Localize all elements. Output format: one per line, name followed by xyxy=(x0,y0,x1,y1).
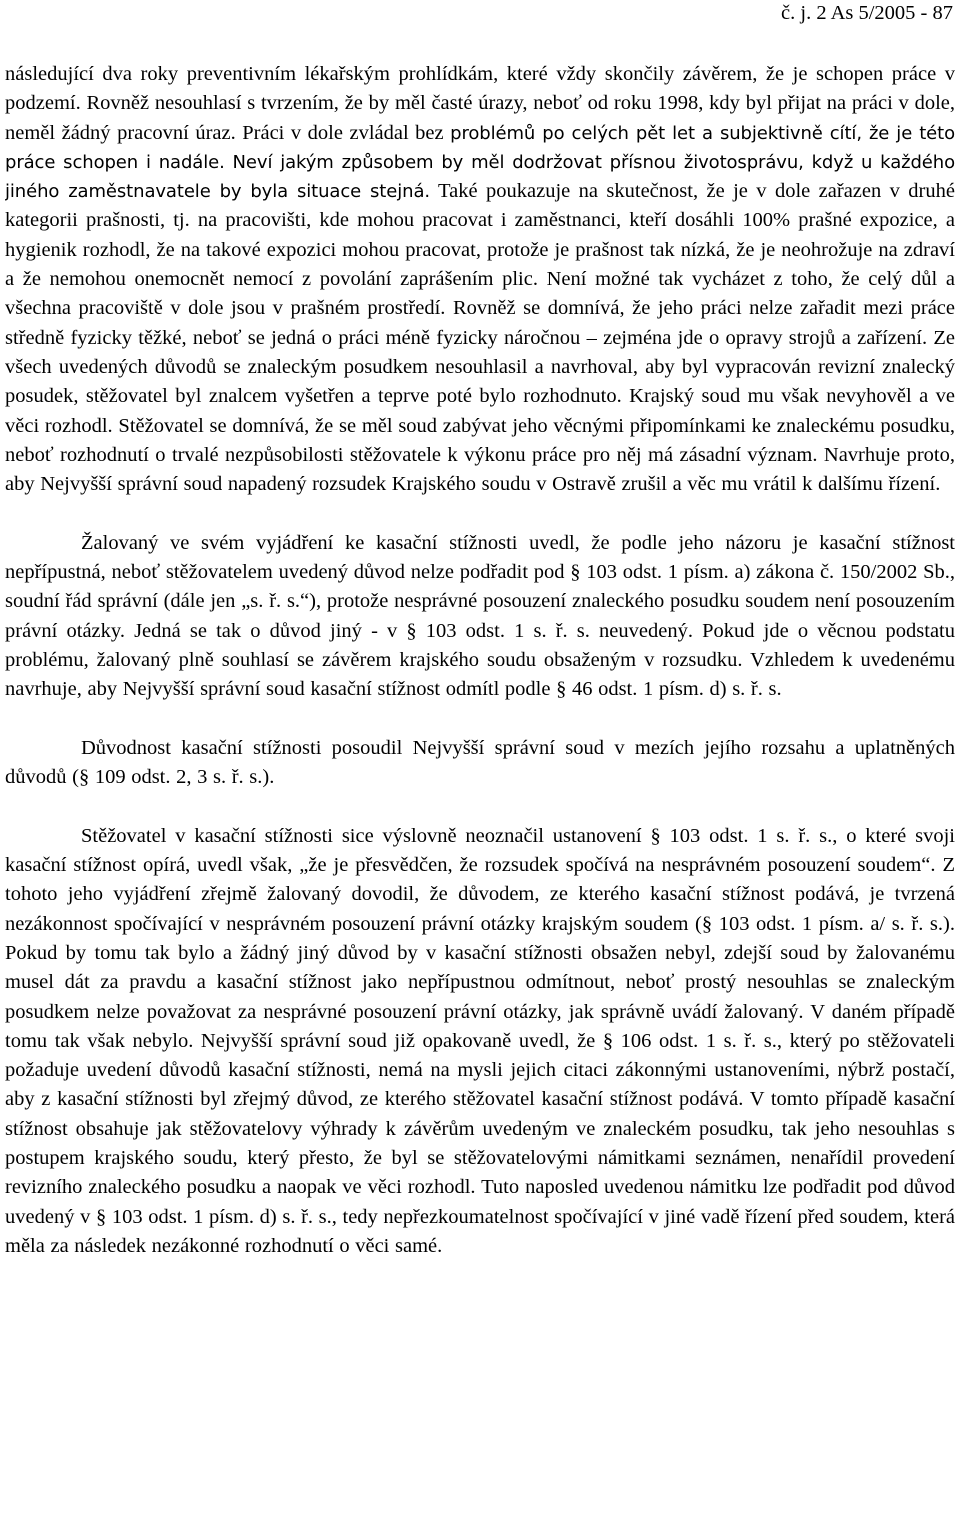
paragraph-court-review xyxy=(5,734,955,793)
text-segment-sans: problémů po celých pět let a subjektivně cítí, že je této práce schopen i nadále. Neví jakým způsobem by měl dodržovat přísnou životosprávu, když u každého jiného zaměstnavatele by byla situace stejná. xyxy=(5,122,955,203)
document-body xyxy=(5,60,955,1261)
paragraph-defendant-statement xyxy=(5,529,955,705)
text-segment: Důvodnost kasační stížnosti posoudil Nejvyšší správní soud v mezích jejího rozsahu a uplatněných důvodů (§ 109 odst. 2, 3 s. ř. s.). xyxy=(5,736,955,789)
text-segment: Stěžovatel v kasační stížnosti sice výslovně neoznačil ustanovení § 103 odst. 1 s. ř. s., o které svoji kasační stížnost opírá, uvedl však, „že je přesvědčen, že rozsudek spočívá na nesprávném posouzení soudem“. Z tohoto jeho vyjádření zřejmě žalovaný dovodil, že důvodem, ze kterého kasační stížnost podává, je tvrzená nezákonnost spočívající v nesprávném posouzení právní otázky krajským soudem (§ 103 odst. 1 písm. a/ s. ř. s.). Pokud by tomu tak bylo a žádný jiný důvod by v kasační stížnosti obsažen nebyl, zdejší soud by žalovanému musel dát za pravdu a kasační stížnost jako nepřípustnou odmítnout, neboť prostý nesouhlas se znaleckým posudkem nelze považovat za nesprávné posouzení právní otázky, jak správně uvádí žalovaný. V daném případě tomu tak však nebylo. Nejvyšší správní soud již opakovaně uvedl, že § 106 odst. 1 s. ř. s., který po stěžovateli požaduje uvedení důvodů kasační stížnosti, nemá na mysli jejich citaci zákonnými ustanoveními, nýbrž postačí, aby z kasační stížnosti byl zřejmý důvod, ze kterého stěžovatel kasační stížnost podává. V tomto případě kasační stížnost obsahuje jak stěžovatelovy výhrady k závěrům uvedeným ve znaleckém posudku, tak jeho nesouhlas s postupem krajského soudu, který přesto, že byl se stěžovatelovými námitkami seznámen, nenařídil provedení revizního znaleckého posudku a naopak ve věci rozhodl. Tuto naposled uvedenou námitku lze podřadit pod důvod uvedený v § 103 odst. 1 písm. d) s. ř. s., tedy nepřezkoumatelnost spočívající v jiné vadě řízení před soudem, která měla za následek nezákonné rozhodnutí o věci samé. xyxy=(5,824,955,1257)
text-segment: Žalovaný ve svém vyjádření ke kasační stížnosti uvedl, že podle jeho názoru je kasační stížnost nepřípustná, neboť stěžovatelem uvedený důvod nelze podřadit pod § 103 odst. 1 písm. a) zákona č. 150/2002 Sb., soudní řád správní (dále jen „s. ř. s.“), protože nesprávné posouzení znaleckého posudku soudem není posouzením právní otázky. Jedná se tak o důvod jiný - v § 103 odst. 1 s. ř. s. neuvedený. Pokud jde o věcnou podstatu problému, žalovaný plně souhlasí se závěrem krajského soudu obsaženým v rozsudku. Vzhledem k uvedenému navrhuje, aby Nejvyšší správní soud kasační stížnost odmítl podle § 46 odst. 1 písm. d) s. ř. s. xyxy=(5,531,955,701)
paragraph-complainant-grounds xyxy=(5,822,955,1261)
text-segment: Také poukazuje na skutečnost, že je v dole zařazen v druhé kategorii prašnosti, tj. na pracovišti, kde mohou pracovat i zaměstnanci, kteří dosáhli 100% prašné expozice, a hygienik rozhodl, že na takové expozici mohou pracovat, protože je prašnost tak nízká, že je neohrožuje na zdraví a že nemohou onemocnět nemocí z povolání zaprášením plic. Není možné tak vycházet z toho, že celý důl a všechna pracoviště v dole jsou v prašném prostředí. Rovněž se domnívá, že jeho práci nelze zařadit mezi práce středně fyzicky těžké, neboť se jedná o práci méně fyzicky náročnou – zejména jde o opravy strojů a zařízení. Ze všech uvedených důvodů se znaleckým posudkem nesouhlasil a navrhoval, aby byl vypracován revizní znalecký posudek, stěžovatel byl znalcem vyšetřen a teprve poté bylo rozhodnuto. Krajský soud mu však nevyhověl a ve věci rozhodl. Stěžovatel se domnívá, že se měl soud zabývat jeho věcnými připomínkami ke znaleckému posudku, neboť rozhodnutí o trvalé nezpůsobilosti stěžovatele k výkonu práce pro něj má zásadní význam. Navrhuje proto, aby Nejvyšší správní soud napadený rozsudek Krajského soudu v Ostravě zrušil a věc mu vrátil k dalšímu řízení. xyxy=(5,180,955,496)
paragraph-continuation xyxy=(5,60,955,499)
text-segment: následující dva roky preventivním lékařským prohlídkám, které vždy skončily závěrem, že je schopen práce v podzemí. Rovněž nesouhlasí s tvrzením, že by měl časté úrazy, neboť od roku 1998, kdy byl přijat na práci v dole, neměl žádný pracovní úraz. Práci v dole zvládal bez xyxy=(5,63,955,144)
document-page xyxy=(5,0,955,1521)
case-number-header: č. j. 2 As 5/2005 - 87 xyxy=(781,2,953,24)
